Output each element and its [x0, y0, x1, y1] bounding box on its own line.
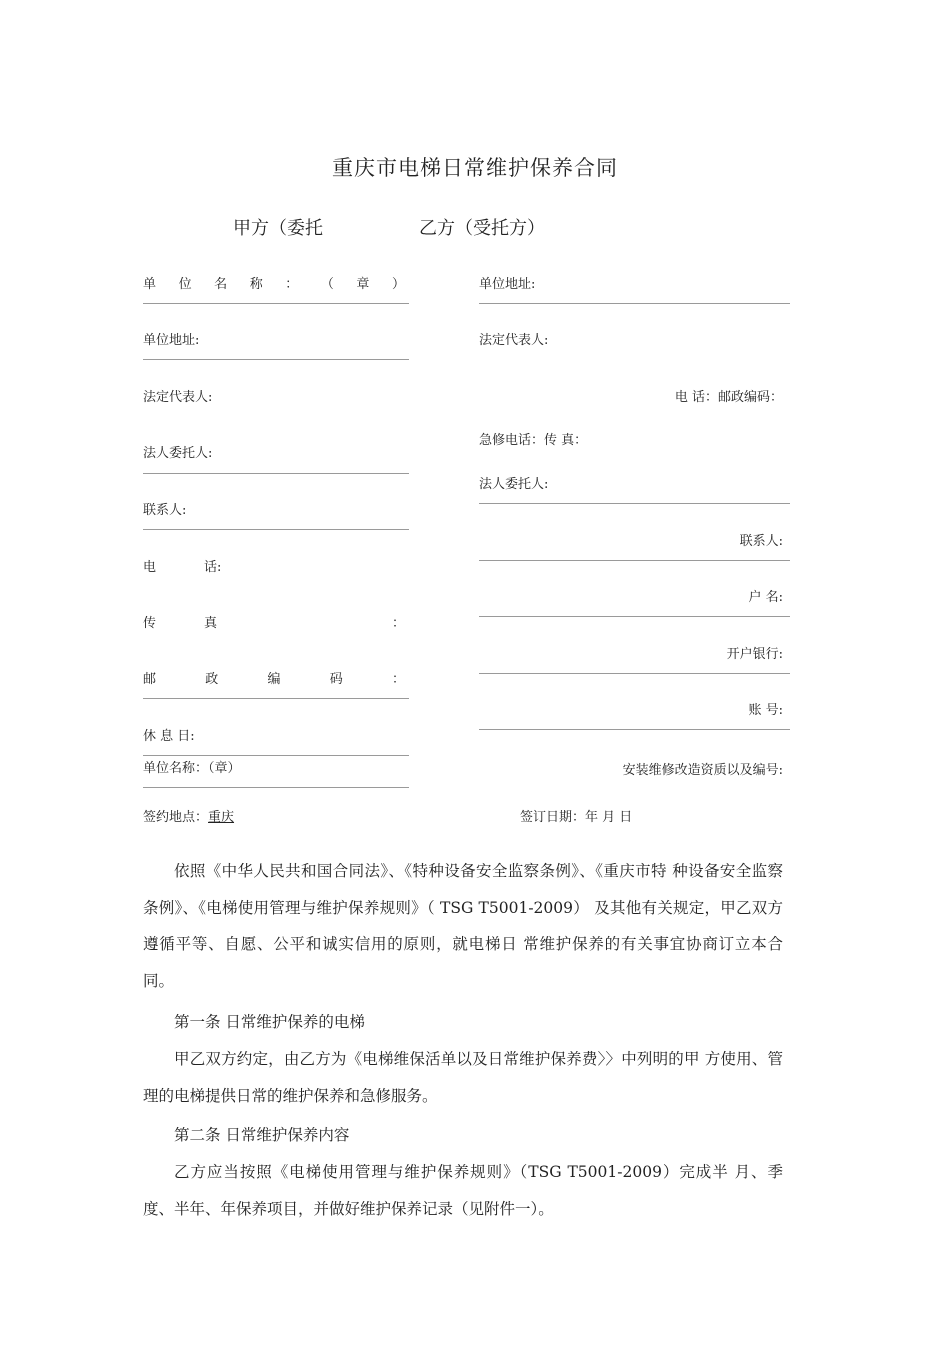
field-underline — [479, 673, 790, 674]
party-b-emergency-fax-label: 急修电话：传 真： — [479, 433, 588, 448]
sign-date: 签订日期：年 月 日 — [520, 810, 633, 825]
party-b-entrusted-label: 法人委托人: — [479, 477, 549, 492]
article-1-text: 甲乙双方约定，由乙方为《电梯维保活单以及日常维护保养费〉〉中列明的甲 方使用、管理的电梯提供日常的维护保养和急修服务。 — [143, 1050, 783, 1105]
field-underline — [479, 560, 790, 561]
party-b-heading: 乙方（受托方） — [419, 218, 545, 239]
field-underline — [143, 787, 409, 788]
party-a-heading: 甲方（委托 — [233, 218, 323, 239]
article-2-text: 乙方应当按照《电梯使用管理与维护保养规则》（TSG T5001-2009）完成半 月、季度、半年、年保养项目，并做好维护保养记录（见附件一）。 — [143, 1163, 783, 1218]
party-b-unit-address-label: 单位地址: — [479, 277, 536, 292]
article-2-title: 第二条 日常维护保养内容 — [174, 1126, 350, 1144]
field-underline — [143, 529, 409, 530]
party-a-unit-name-seal-label: 单位名称：（章） — [143, 761, 241, 776]
contract-title: 重庆市电梯日常维护保养合同 — [332, 156, 618, 180]
party-b-qualification-label: 安装维修改造资质以及编号: — [622, 763, 783, 778]
party-a-entrusted-label: 法人委托人: — [143, 446, 213, 461]
party-a-fax-label: 传 真 ： — [143, 616, 405, 631]
field-underline — [479, 303, 790, 304]
field-underline — [479, 729, 790, 730]
field-underline — [143, 359, 409, 360]
intro-paragraph: 依照《中华人民共和国合同法》、《特种设备安全监察条例》、《重庆市特 种设备安全监察条例》、《电梯使用管理与维护保养规则》（ TSG T5001-2009） 及其他有关规定，甲乙双方遵循平等、自愿、公平和诚实信用的原则，就电梯日 常维护保养的有关事宜协商订立本合同。 — [143, 862, 783, 990]
party-b-account-name-label: 户 名: — [748, 590, 783, 605]
party-a-unit-name-field: 单 位 名 称 ： （ 章 ） — [143, 277, 405, 292]
party-a-phone-label: 电 话: — [143, 560, 222, 575]
party-b-account-no-label: 账 号: — [748, 703, 783, 718]
sign-place-label: 签约地点： — [143, 810, 209, 825]
article-1-title: 第一条 日常维护保养的电梯 — [174, 1013, 365, 1031]
party-a-postcode-label: 邮 政 编 码 ： — [143, 672, 405, 687]
field-underline — [143, 755, 409, 756]
party-b-legal-rep-label: 法定代表人: — [479, 333, 549, 348]
party-b-contact-label: 联系人: — [739, 534, 783, 549]
sign-place-value: 重庆 — [208, 810, 235, 825]
sign-place — [143, 806, 234, 825]
party-b-phone-postcode-label: 电 话：邮政编码： — [674, 390, 783, 405]
party-a-rest-day-label: 休 息 日: — [143, 729, 195, 744]
party-b-bank-label: 开户银行: — [726, 647, 783, 662]
field-underline — [143, 698, 409, 699]
field-underline — [143, 473, 409, 474]
party-a-legal-rep-label: 法定代表人: — [143, 390, 213, 405]
field-underline — [143, 303, 409, 304]
field-underline — [479, 503, 790, 504]
field-underline — [479, 616, 790, 617]
party-a-unit-address-label: 单位地址: — [143, 333, 200, 348]
party-a-contact-label: 联系人: — [143, 503, 187, 518]
